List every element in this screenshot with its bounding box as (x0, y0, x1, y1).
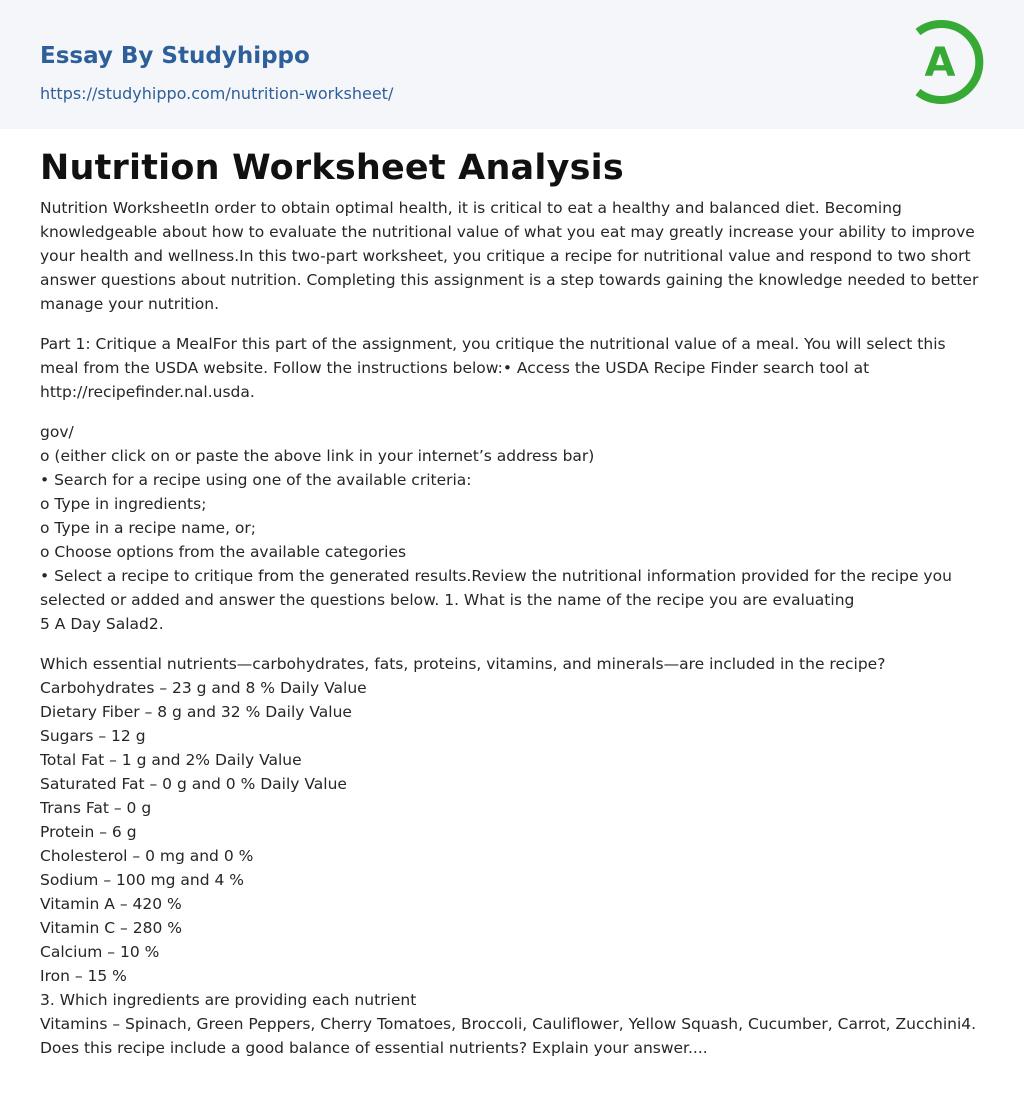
nutrient-line: Sodium – 100 mg and 4 % (40, 871, 244, 889)
text-line: • Select a recipe to critique from the generated results.Review the nutritional information provided for the recipe you selected or added and answer the questions below. 1. What is the name of the recipe you are evaluating (40, 567, 952, 609)
nutrient-line: Total Fat – 1 g and 2% Daily Value (40, 751, 302, 769)
site-header (0, 0, 1024, 129)
page-title: Nutrition Worksheet Analysis (40, 148, 624, 188)
text-line: 3. Which ingredients are providing each nutrient (40, 991, 417, 1009)
source-url-link[interactable]: https://studyhippo.com/nutrition-worksheet/ (40, 84, 394, 103)
nutrient-line: Sugars – 12 g (40, 727, 146, 745)
text-line: 5 A Day Salad2. (40, 615, 164, 633)
text-line: o Type in a recipe name, or; (40, 519, 257, 537)
nutrient-line: Saturated Fat – 0 g and 0 % Daily Value (40, 775, 347, 793)
nutrient-line: Vitamin A – 420 % (40, 895, 182, 913)
essay-content (0, 129, 1024, 1060)
nutrient-line: Calcium – 10 % (40, 943, 160, 961)
studyhippo-logo-icon[interactable] (912, 18, 988, 106)
text-line: o (either click on or paste the above link in your internet’s address bar) (40, 447, 595, 465)
text-line: • Search for a recipe using one of the available criteria: (40, 471, 472, 489)
nutrient-line: Trans Fat – 0 g (40, 799, 152, 817)
brand-title[interactable]: Essay By Studyhippo (40, 43, 310, 69)
text-line: Which essential nutrients—carbohydrates, fats, proteins, vitamins, and minerals—are included in the recipe? (40, 655, 886, 673)
text-line: o Choose options from the available categories (40, 543, 407, 561)
text-line: Vitamins – Spinach, Green Peppers, Cherry Tomatoes, Broccoli, Cauliflower, Yellow Squash, Cucumber, Carrot, Zucchini4. Does this recipe include a good balance of essential nutrients? Explain your answer.... (40, 1015, 977, 1057)
text-line: o Type in ingredients; (40, 495, 207, 513)
paragraph-part1: Part 1: Critique a MealFor this part of the assignment, you critique the nutritional value of a meal. You will select this meal from the USDA website. Follow the instructions below:• Access the USDA Recipe Finder search tool at http://recipefinder.nal.usda. (40, 335, 946, 401)
nutrient-line: Cholesterol – 0 mg and 0 % (40, 847, 254, 865)
nutrient-line: Iron – 15 % (40, 967, 127, 985)
nutrient-line: Vitamin C – 280 % (40, 919, 182, 937)
nutrient-line: Dietary Fiber – 8 g and 32 % Daily Value (40, 703, 352, 721)
logo-letter: A (924, 40, 956, 86)
paragraph-instructions (40, 420, 984, 636)
paragraph-nutrients (40, 652, 984, 1060)
paragraph-intro: Nutrition WorksheetIn order to obtain optimal health, it is critical to eat a healthy and balanced diet. Becoming knowledgeable about how to evaluate the nutritional value of what you eat may greatly increase your ability to improve your health and wellness.In this two-part worksheet, you critique a recipe for nutritional value and respond to two short answer questions about nutrition. Completing this assignment is a step towards gaining the knowledge needed to better manage your nutrition. (40, 199, 979, 313)
nutrient-line: Protein – 6 g (40, 823, 137, 841)
text-line: gov/ (40, 423, 74, 441)
nutrient-line: Carbohydrates – 23 g and 8 % Daily Value (40, 679, 367, 697)
